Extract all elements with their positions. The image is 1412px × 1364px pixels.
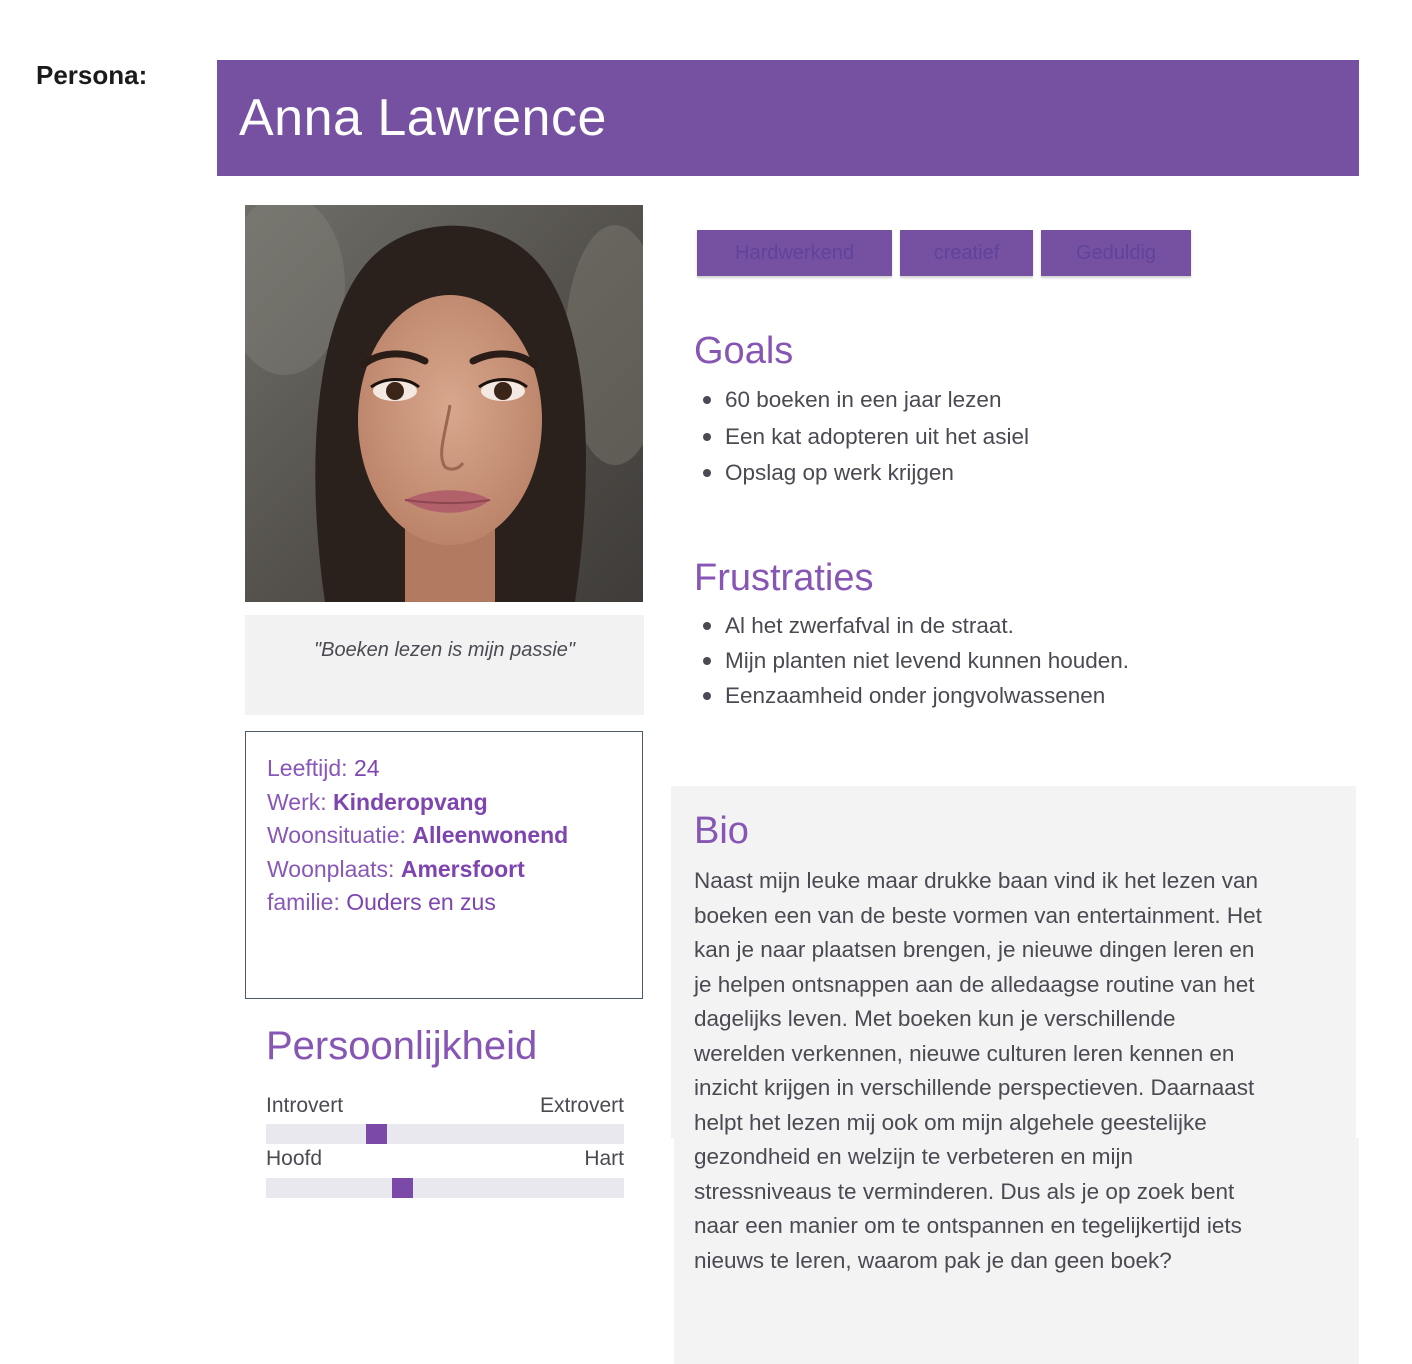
bio-line: gezondheid en welzijn te verbeteren en mijn xyxy=(694,1144,1134,1169)
info-row-age xyxy=(267,752,568,786)
info-label: familie: xyxy=(267,889,347,915)
info-list xyxy=(267,752,568,920)
goals-title: Goals xyxy=(694,330,794,372)
bio-line: je helpen ontsnappen aan de alledaagse routine van het xyxy=(694,971,1255,997)
slider-handle xyxy=(366,1124,387,1144)
info-label: Woonsituatie: xyxy=(267,822,413,848)
frustrations-list xyxy=(703,608,1129,713)
bio-line: werelden verkennen, nieuwe culturen leren kennen en xyxy=(694,1040,1235,1066)
bio-line: nieuws te leren, waarom pak je dan geen boek? xyxy=(694,1247,1172,1273)
info-label: Werk: xyxy=(267,788,334,815)
persona-header xyxy=(217,60,1359,176)
info-row-family xyxy=(267,886,568,920)
bio-text xyxy=(694,864,1339,1278)
bio-line: stressniveaus te verminderen. Dus als je op zoek bent xyxy=(694,1178,1235,1204)
info-value: 24 xyxy=(353,755,380,781)
bio-line: Naast mijn leuke maar drukke baan vind ik het lezen van xyxy=(694,868,1259,893)
introvert-extrovert-slider xyxy=(266,1124,624,1144)
slider-handle xyxy=(392,1178,413,1198)
list-item: 60 boeken in een jaar lezen xyxy=(703,382,1029,419)
info-value: Ouders en zus xyxy=(346,889,496,915)
trait-tag: creatief xyxy=(900,230,1033,276)
info-value: Amersfoort xyxy=(400,855,525,882)
list-item: Opslag op werk krijgen xyxy=(703,455,1029,492)
bio-line: kan je naar plaatsen brengen, je nieuwe dingen leren en xyxy=(694,937,1255,962)
bio-line: dagelijks leven. Met boeken kun je verschillende xyxy=(694,1006,1176,1031)
trait-tag: Geduldig xyxy=(1041,230,1191,276)
goals-list xyxy=(703,382,1029,492)
quote-box xyxy=(245,615,644,715)
slider-labels-introvert xyxy=(266,1094,624,1118)
list-item: Al het zwerfafval in de straat. xyxy=(703,608,1129,643)
list-item: Mijn planten niet levend kunnen houden. xyxy=(703,643,1129,678)
bio-line: naar een manier om te ontspannen en tegelijkertijd iets xyxy=(694,1213,1242,1238)
persona-name: Anna Lawrence xyxy=(239,89,607,147)
list-item: Eenzaamheid onder jongvolwassenen xyxy=(703,678,1129,713)
info-row-city xyxy=(267,853,568,887)
info-value: Kinderopvang xyxy=(333,788,488,815)
info-value: Alleenwonend xyxy=(412,822,569,848)
page-label: Persona: xyxy=(36,60,148,90)
portrait-photo xyxy=(245,205,643,602)
trait-tag: Hardwerkend xyxy=(697,230,892,276)
slider-labels-head xyxy=(266,1147,624,1171)
info-label: Woonplaats: xyxy=(267,855,401,882)
bio-line: inzicht krijgen in verschillende perspectieven. Daarnaast xyxy=(694,1075,1255,1100)
persona-quote: "Boeken lezen is mijn passie" xyxy=(314,639,575,661)
slider-right-label: Hart xyxy=(584,1147,624,1170)
info-box xyxy=(245,731,643,999)
bio-title: Bio xyxy=(694,810,749,852)
head-heart-slider xyxy=(266,1178,624,1198)
slider-left-label: Hoofd xyxy=(266,1147,323,1170)
frustrations-title: Frustraties xyxy=(694,557,874,599)
info-row-living xyxy=(267,819,568,853)
info-row-work xyxy=(267,786,568,820)
slider-left-label: Introvert xyxy=(266,1094,344,1117)
slider-right-label: Extrovert xyxy=(539,1094,624,1117)
personality-title: Persoonlijkheid xyxy=(266,1024,538,1068)
list-item: Een kat adopteren uit het asiel xyxy=(703,419,1029,456)
trait-tags xyxy=(697,230,1191,276)
bio-line: helpt het lezen mij ook om mijn algehele geestelijke xyxy=(694,1109,1207,1135)
bio-line: boeken een van de beste vormen van entertainment. Het xyxy=(694,902,1262,928)
info-label: Leeftijd: xyxy=(267,755,354,781)
